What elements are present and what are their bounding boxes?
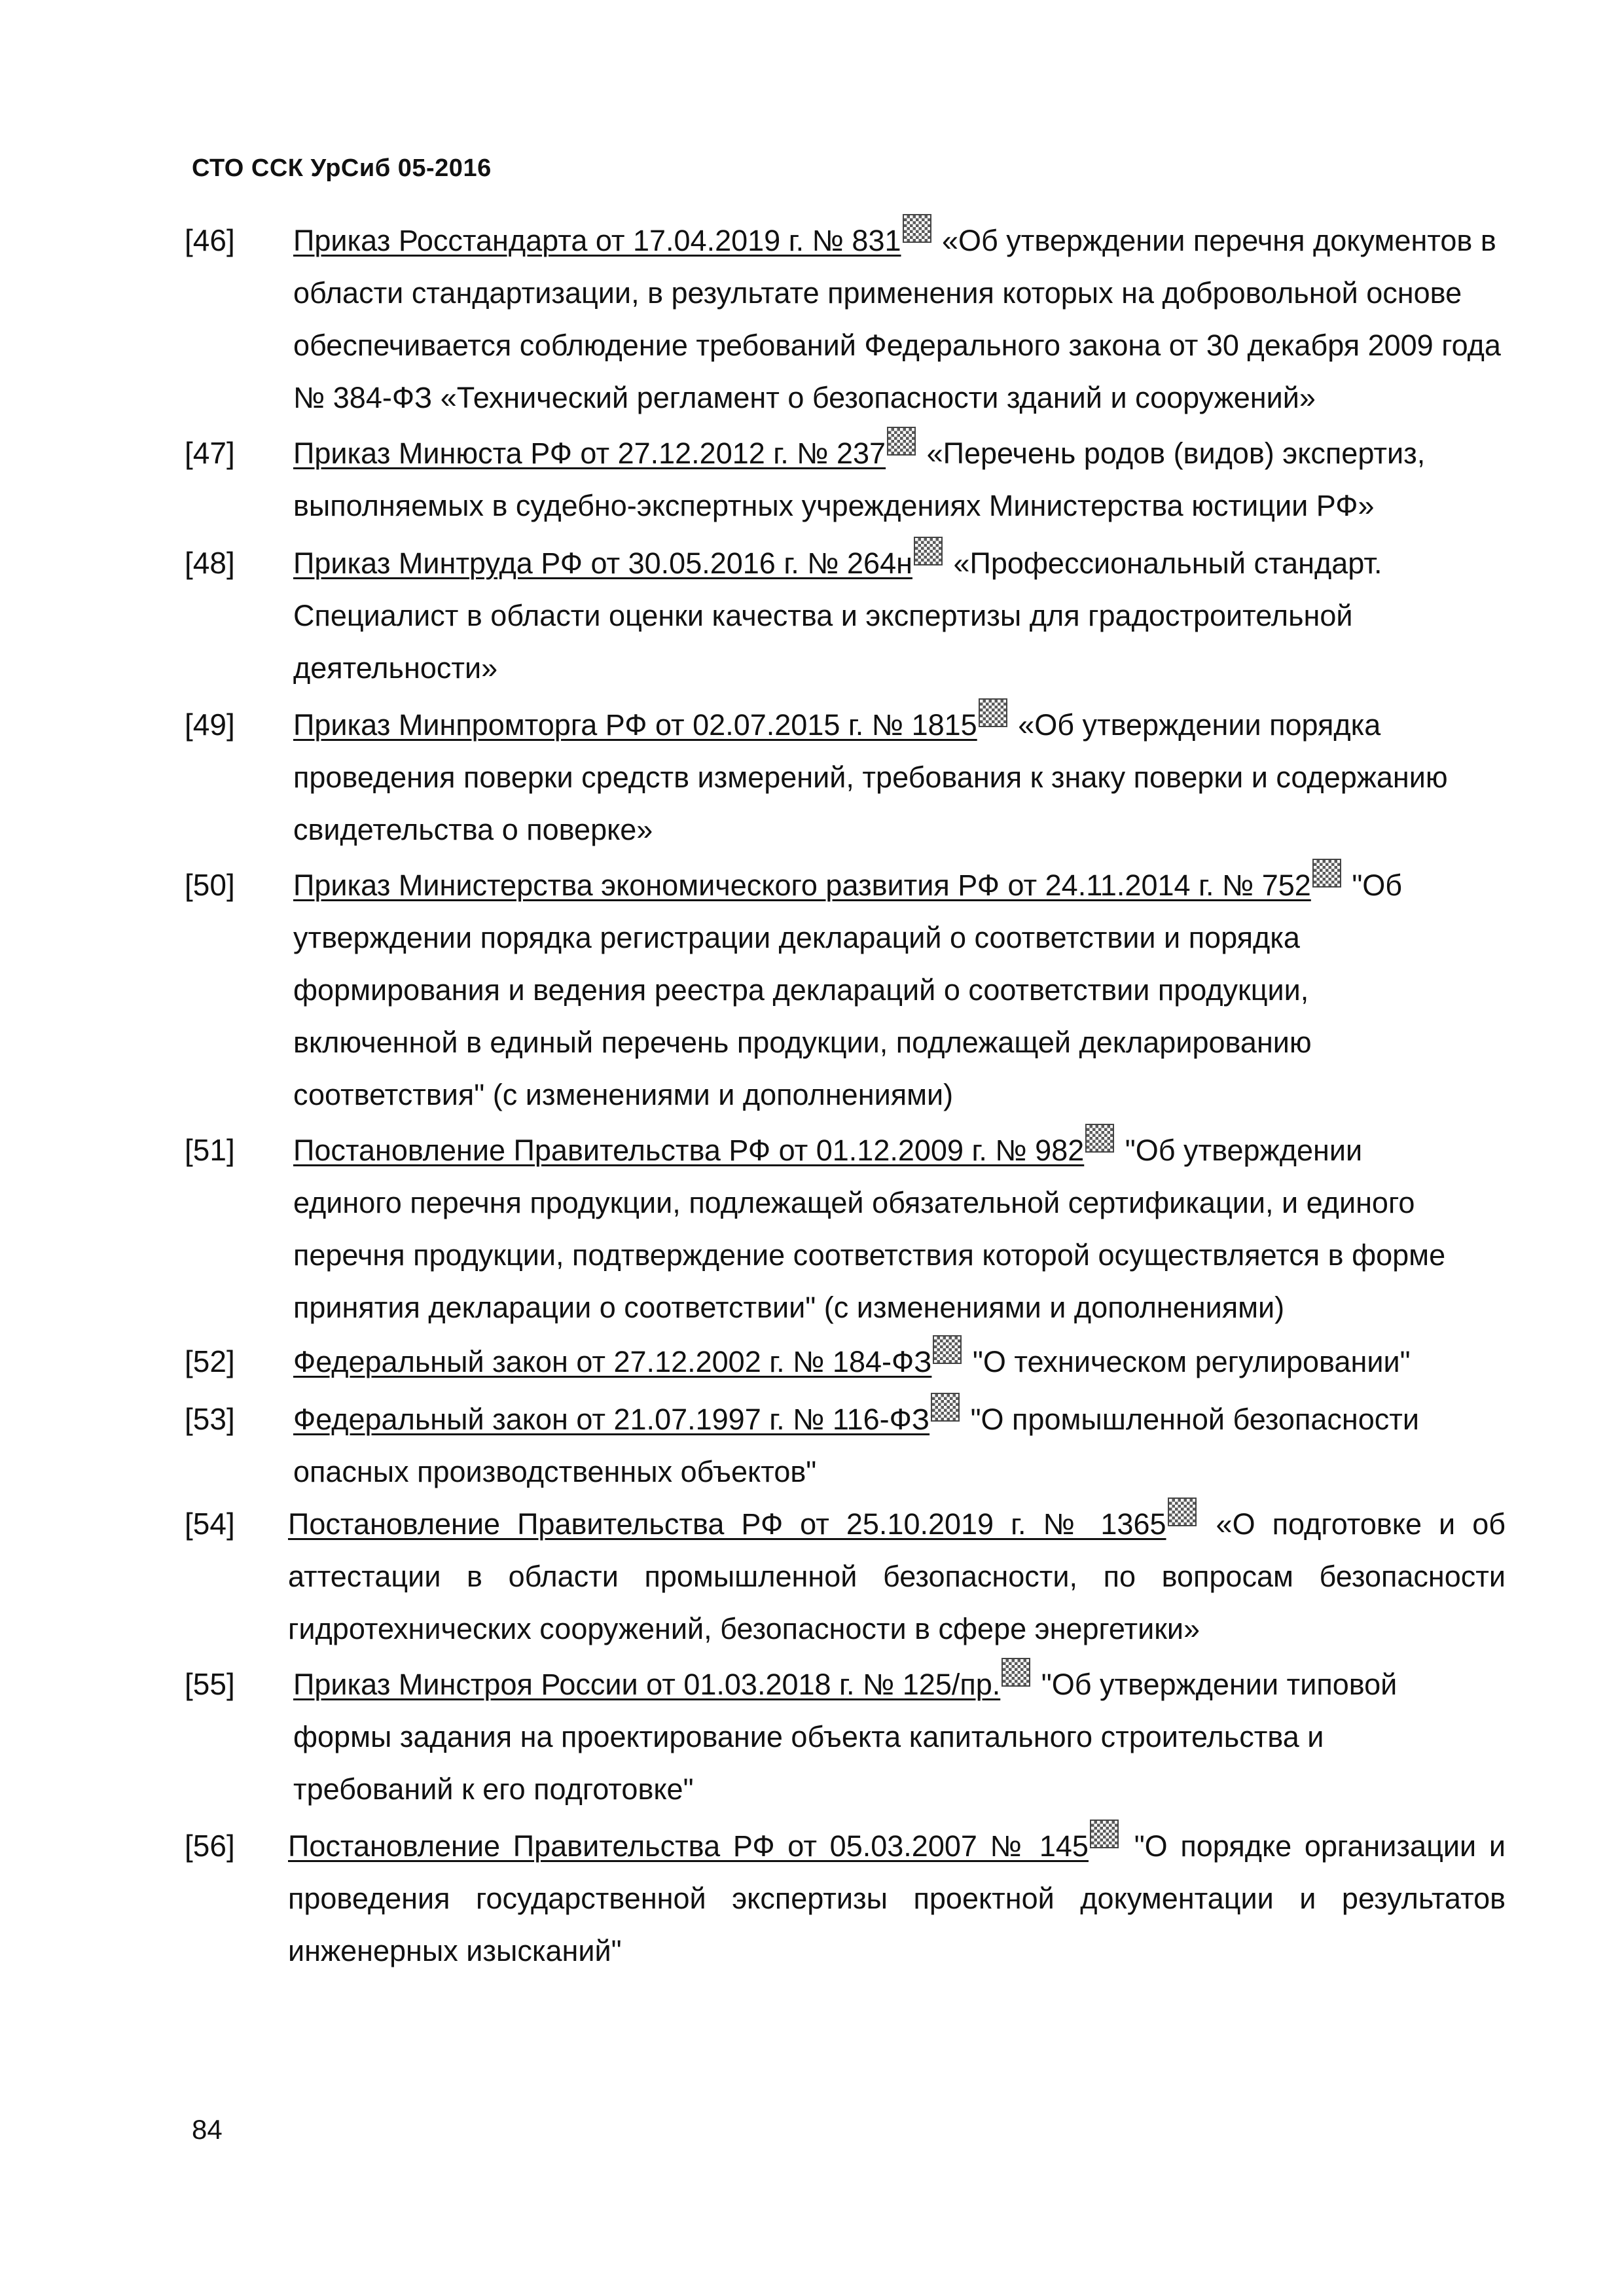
qr-code-icon[interactable]: [903, 214, 931, 243]
document-title: «Профессиональный стандарт. Специалист в области оценки качества и экспертизы для градостроительной деятельности»: [293, 547, 1382, 685]
reference-number: [51]: [185, 1133, 235, 1167]
document-link[interactable]: Приказ Росстандарта от 17.04.2019 г. № 831: [293, 224, 901, 257]
reference-body: [293, 537, 1445, 694]
reference-body: [293, 1393, 1471, 1498]
document-link[interactable]: Приказ Минтруда РФ от 30.05.2016 г. № 264н: [293, 547, 912, 580]
document-title: "О порядке организации и проведения государственной экспертизы проектной документации и результатов инженерных изысканий": [288, 1829, 1506, 1967]
reference-number: [55]: [185, 1667, 235, 1701]
document-title: "Об утверждении порядка регистрации деклараций о соответствии и порядка формирования и ведения реестра деклараций о соответствии продукции, включенной в единый перечень продукции, подлежащей декларированию соответствия" (с изменениями и дополнениями): [293, 869, 1403, 1111]
document-title: "О промышленной безопасности опасных производственных объектов": [293, 1403, 1419, 1488]
document-link[interactable]: Приказ Минстроя России от 01.03.2018 г. № 125/пр.: [293, 1668, 1001, 1701]
qr-code-icon[interactable]: [933, 1335, 962, 1364]
document-link[interactable]: Федеральный закон от 21.07.1997 г. № 116-ФЗ: [293, 1403, 930, 1436]
document-link[interactable]: Федеральный закон от 27.12.2002 г. № 184-ФЗ: [293, 1345, 932, 1378]
document-link[interactable]: Постановление Правительства РФ от 05.03.2007 № 145: [288, 1829, 1089, 1863]
document-title: "Об утверждении типовой формы задания на проектирование объекта капитального строительства и требований к его подготовке": [293, 1668, 1398, 1806]
reference-number: [53]: [185, 1402, 235, 1436]
qr-code-icon[interactable]: [1090, 1820, 1119, 1848]
reference-number: [50]: [185, 868, 235, 902]
document-title: «Перечень родов (видов) экспертиз, выполняемых в судебно-экспертных учреждениях Министерства юстиции РФ»: [293, 437, 1426, 522]
document-link[interactable]: Постановление Правительства РФ от 25.10.2019 г. № 1365: [288, 1507, 1166, 1541]
document-title: «О подготовке и об аттестации в области промышленной безопасности, по вопросам безопасности гидротехнических сооружений, безопасности в сфере энергетики»: [288, 1507, 1506, 1645]
page-number: 84: [192, 2114, 223, 2145]
qr-code-icon[interactable]: [931, 1393, 960, 1422]
document-link[interactable]: Приказ Министерства экономического развития РФ от 24.11.2014 г. № 752: [293, 869, 1311, 902]
document-title: «Об утверждении перечня документов в области стандартизации, в результате применения которых на добровольной основе обеспечивается соблюдение требований Федерального закона от 30 декабря 2009 года № 384-ФЗ «Технический регламент о безопасности зданий и сооружений»: [293, 224, 1501, 414]
document-header: СТО ССК УрСиб 05-2016: [192, 154, 492, 182]
reference-body: [293, 1658, 1445, 1816]
reference-body: [288, 1498, 1506, 1655]
reference-number: [52]: [185, 1344, 235, 1378]
reference-number: [49]: [185, 708, 235, 742]
qr-code-icon[interactable]: [914, 537, 943, 565]
reference-body: [293, 214, 1517, 424]
qr-code-icon[interactable]: [1085, 1124, 1114, 1153]
reference-number: [56]: [185, 1829, 235, 1863]
reference-body: [293, 1335, 1537, 1388]
document-title: "О техническом регулировании": [964, 1345, 1411, 1378]
document-title: «Об утверждении порядка проведения поверки средств измерений, требования к знаку поверки и содержанию свидетельства о поверке»: [293, 708, 1448, 846]
reference-body: [293, 1124, 1471, 1334]
qr-code-icon[interactable]: [887, 427, 916, 456]
qr-code-icon[interactable]: [1168, 1498, 1197, 1526]
document-link[interactable]: Приказ Минпромторга РФ от 02.07.2015 г. № 1815: [293, 708, 977, 742]
qr-code-icon[interactable]: [979, 698, 1007, 727]
reference-number: [48]: [185, 546, 235, 580]
document-title: "Об утверждении единого перечня продукции, подлежащей обязательной сертификации, и единого перечня продукции, подтверждение соответствия которой осуществляется в форме принятия декларации о соответствии" (с изменениями и дополнениями): [293, 1134, 1446, 1324]
reference-body: [293, 427, 1445, 532]
qr-code-icon[interactable]: [1312, 859, 1341, 888]
reference-number: [54]: [185, 1507, 235, 1541]
reference-body: [293, 698, 1517, 856]
reference-number: [46]: [185, 223, 235, 257]
reference-number: [47]: [185, 436, 235, 470]
reference-body: [288, 1820, 1506, 1977]
document-link[interactable]: Приказ Минюста РФ от 27.12.2012 г. № 237: [293, 437, 886, 470]
document-link[interactable]: Постановление Правительства РФ от 01.12.2009 г. № 982: [293, 1134, 1085, 1167]
qr-code-icon[interactable]: [1001, 1658, 1030, 1687]
reference-body: [293, 859, 1471, 1121]
